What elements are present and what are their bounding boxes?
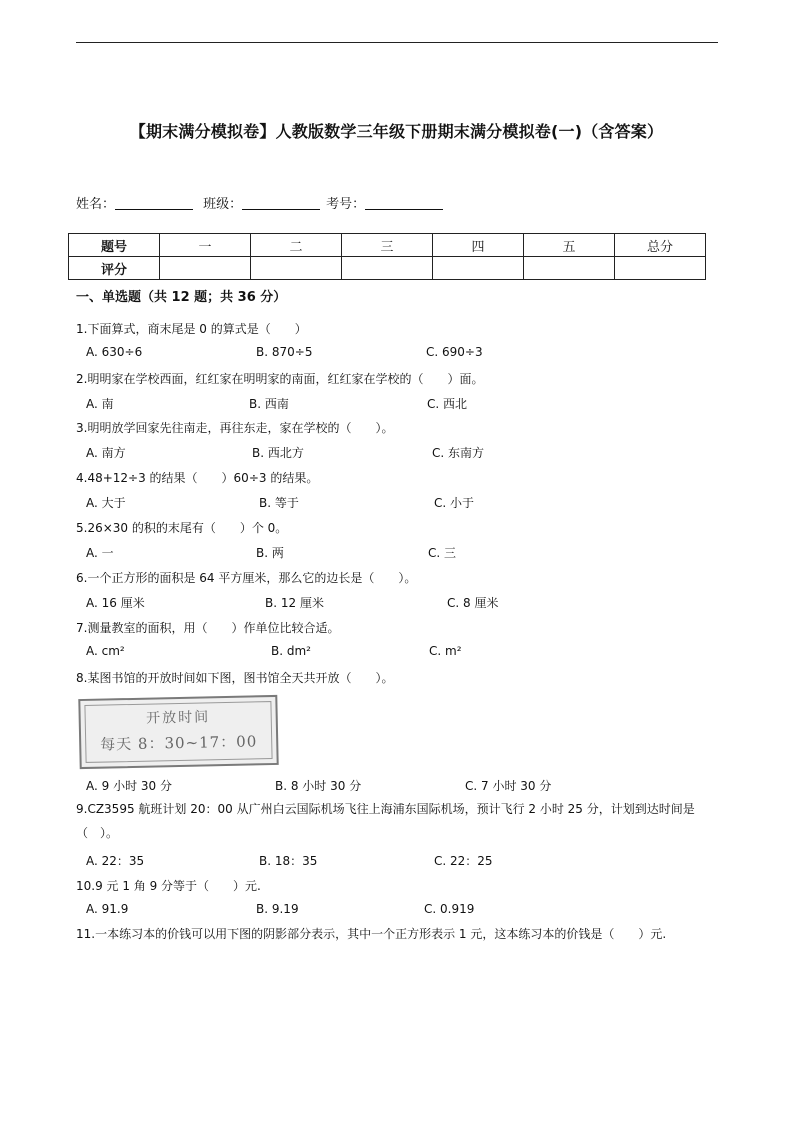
score-cell <box>160 257 251 280</box>
header-rule <box>76 42 718 43</box>
q9-option-b: B. 18：35 <box>259 854 318 868</box>
q10-option-a: A. 91.9 <box>86 902 129 916</box>
opening-hours-stamp <box>78 695 278 769</box>
question-10: 10.9 元 1 角 9 分等于（ ）元. <box>76 879 261 893</box>
q8-option-b: B. 8 小时 30 分 <box>275 779 362 793</box>
class-blank[interactable] <box>242 195 320 210</box>
question-9: 9.CZ3595 航班计划 20：00 从广州白云国际机场飞往上海浦东国际机场，预计飞行 2 小时 25 分，计划到达时间是（ ）。 <box>76 802 695 840</box>
class-label: 班级： <box>203 197 243 212</box>
stamp-hours: 每天 8：30~17：00 <box>99 732 258 754</box>
name-label: 姓名： <box>76 197 116 212</box>
question-6: 6.一个正方形的面积是 64 平方厘米，那么它的边长是（ ）。 <box>76 571 417 585</box>
question-4: 4.48+12÷3 的结果（ ）60÷3 的结果。 <box>76 471 319 485</box>
q10-option-c: C. 0.919 <box>424 902 475 916</box>
score-col: 二 <box>251 234 342 257</box>
q2-option-a: A. 南 <box>86 397 114 411</box>
q3-option-a: A. 南方 <box>86 446 126 460</box>
stamp-title: 开放时间 <box>146 709 211 727</box>
q7-option-a: A. cm² <box>86 644 125 658</box>
q9-option-c: C. 22：25 <box>434 854 493 868</box>
q5-option-c: C. 三 <box>428 546 457 560</box>
score-cell <box>524 257 615 280</box>
question-2: 2.明明家在学校西面，红红家在明明家的南面，红红家在学校的（ ）面。 <box>76 372 484 386</box>
question-8: 8.某图书馆的开放时间如下图，图书馆全天共开放（ ）。 <box>76 671 394 685</box>
page-title: 【期末满分模拟卷】人教版数学三年级下册期末满分模拟卷(一)（含答案） <box>129 122 664 141</box>
section-heading: 一、单选题（共 12 题；共 36 分） <box>76 290 287 305</box>
q3-option-b: B. 西北方 <box>252 446 304 460</box>
q10-option-b: B. 9.19 <box>256 902 299 916</box>
score-table-row <box>69 234 706 257</box>
q7-option-c: C. m² <box>429 644 462 658</box>
q2-option-c: C. 西北 <box>427 397 468 411</box>
q5-option-a: A. 一 <box>86 546 114 560</box>
q4-option-b: B. 等于 <box>259 496 299 510</box>
q5-option-b: B. 两 <box>256 546 284 560</box>
q1-option-b: B. 870÷5 <box>256 345 313 359</box>
score-cell <box>251 257 342 280</box>
q4-option-a: A. 大于 <box>86 496 126 510</box>
question-3: 3.明明放学回家先往南走，再往东走，家在学校的（ ）。 <box>76 421 394 435</box>
q8-option-c: C. 7 小时 30 分 <box>465 779 552 793</box>
score-cell <box>433 257 524 280</box>
score-col: 一 <box>160 234 251 257</box>
q2-option-b: B. 西南 <box>249 397 289 411</box>
q1-option-c: C. 690÷3 <box>426 345 483 359</box>
score-col: 四 <box>433 234 524 257</box>
question-1: 1.下面算式，商末尾是 0 的算式是（ ） <box>76 322 307 336</box>
q1-option-a: A. 630÷6 <box>86 345 143 359</box>
score-table-header: 题号 <box>69 234 160 257</box>
q3-option-c: C. 东南方 <box>432 446 485 460</box>
score-col: 三 <box>342 234 433 257</box>
name-blank[interactable] <box>115 195 193 210</box>
question-7: 7.测量教室的面积，用（ ）作单位比较合适。 <box>76 621 340 635</box>
score-table <box>68 233 706 280</box>
id-label: 考号： <box>326 197 366 212</box>
q8-option-a: A. 9 小时 30 分 <box>86 779 172 793</box>
score-cell <box>615 257 706 280</box>
score-table-row <box>69 257 706 280</box>
score-table-header: 评分 <box>69 257 160 280</box>
score-col: 总分 <box>615 234 706 257</box>
student-info <box>76 193 449 212</box>
question-5: 5.26×30 的积的末尾有（ ）个 0。 <box>76 521 288 535</box>
id-blank[interactable] <box>365 195 443 210</box>
score-cell <box>342 257 433 280</box>
q6-option-a: A. 16 厘米 <box>86 596 145 610</box>
score-col: 五 <box>524 234 615 257</box>
q6-option-c: C. 8 厘米 <box>447 596 499 610</box>
q4-option-c: C. 小于 <box>434 496 475 510</box>
q6-option-b: B. 12 厘米 <box>265 596 324 610</box>
q7-option-b: B. dm² <box>271 644 311 658</box>
question-11: 11.一本练习本的价钱可以用下图的阴影部分表示，其中一个正方形表示 1 元，这本练习本的价钱是（ ）元. <box>76 927 667 941</box>
q9-option-a: A. 22：35 <box>86 854 145 868</box>
